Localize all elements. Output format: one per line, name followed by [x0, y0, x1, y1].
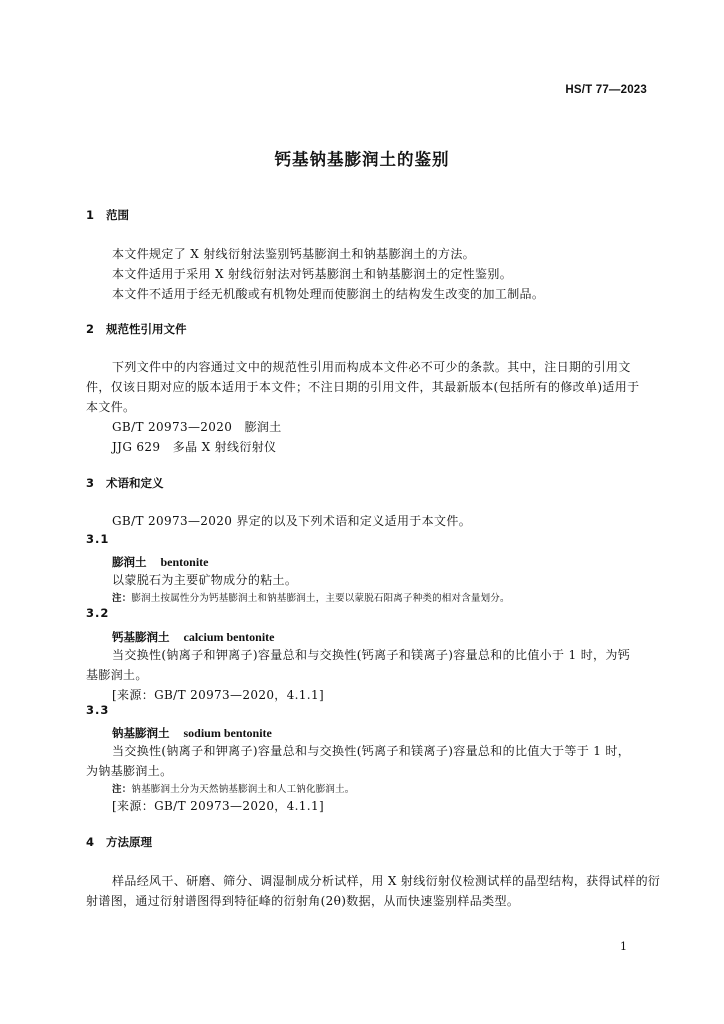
term-heading-3-3 [112, 722, 272, 741]
section-number: 4 [86, 835, 95, 849]
term-definition-3-2-line-1: 当交换性(钠离子和钾离子)容量总和与交换性(钙离子和镁离子)容量总和的比值小于 1 时，为钙 [112, 648, 631, 662]
terms-intro: GB/T 20973—2020 界定的以及下列术语和定义适用于本文件。 [112, 514, 472, 528]
reference-item-1: GB/T 20973—2020 膨润土 [112, 420, 282, 434]
term-chinese: 钠基膨润土 [112, 726, 170, 740]
term-note-3-3 [112, 781, 355, 795]
term-definition-3-3-line-1: 当交换性(钠离子和钾离子)容量总和与交换性(钙离子和镁离子)容量总和的比值大于等于 1 时， [112, 744, 631, 758]
section-number: 2 [86, 322, 95, 336]
term-source-3-3: [来源：GB/T 20973—2020，4.1.1] [112, 799, 324, 813]
term-definition-3-1: 以蒙脱石为主要矿物成分的粘土。 [112, 573, 298, 587]
term-chinese: 膨润土 [112, 555, 147, 569]
note-label: 注： [112, 784, 132, 795]
term-note-3-1 [112, 590, 510, 604]
term-english: sodium bentonite [183, 726, 272, 740]
section-title: 范围 [106, 208, 129, 222]
term-heading-3-2 [112, 626, 275, 645]
scope-paragraph-1: 本文件规定了 X 射线衍射法鉴别钙基膨润土和钠基膨润土的方法。 [112, 247, 476, 261]
term-chinese: 钙基膨润土 [112, 630, 170, 644]
section-number: 1 [86, 208, 95, 222]
term-heading-3-1 [112, 551, 209, 570]
term-english: bentonite [160, 555, 209, 569]
term-number-3-1: 3.1 [86, 532, 110, 546]
document-title: 钙基钠基膨润土的鉴别 [274, 150, 450, 169]
reference-item-2: JJG 629 多晶 X 射线衍射仪 [112, 440, 277, 454]
scope-paragraph-3: 本文件不适用于经无机酸或有机物处理而使膨润土的结构发生改变的加工制品。 [112, 287, 545, 301]
term-number-3-3: 3.3 [86, 703, 110, 717]
references-paragraph-line-2: 件，仅该日期对应的版本适用于本文件；不注日期的引用文件，其最新版本(包括所有的修改单)适用于 [86, 380, 640, 394]
note-text: 膨润土按属性分为钙基膨润土和钠基膨润土，主要以蒙脱石阳离子种类的相对含量划分。 [131, 593, 510, 604]
term-english: calcium bentonite [183, 630, 275, 644]
scope-paragraph-2: 本文件适用于采用 X 射线衍射法对钙基膨润土和钠基膨润土的定性鉴别。 [112, 267, 513, 281]
standard-code: HS/T 77—2023 [565, 84, 647, 96]
term-source-3-2: [来源：GB/T 20973—2020，4.1.1] [112, 688, 324, 702]
section-title: 方法原理 [106, 835, 152, 849]
section-title: 术语和定义 [106, 476, 164, 490]
note-text: 钠基膨润土分为天然钠基膨润土和人工钠化膨润土。 [131, 784, 355, 795]
principle-paragraph-line-1: 样品经风干、研磨、筛分、调湿制成分析试样，用 X 射线衍射仪检测试样的晶型结构，获得试样的衍 [112, 874, 661, 888]
page-number: 1 [620, 940, 627, 953]
principle-paragraph-line-2: 射谱图，通过衍射谱图得到特征峰的衍射角(2θ)数据，从而快速鉴别样品类型。 [86, 894, 520, 908]
term-definition-3-2-line-2: 基膨润土。 [86, 668, 148, 682]
section-4-heading [86, 834, 152, 850]
note-label: 注： [112, 593, 132, 604]
term-number-3-2: 3.2 [86, 606, 110, 620]
term-definition-3-3-line-2: 为钠基膨润土。 [86, 764, 173, 778]
section-number: 3 [86, 476, 95, 490]
references-paragraph-line-1: 下列文件中的内容通过文中的规范性引用而构成本文件必不可少的条款。其中，注日期的引用文 [112, 360, 631, 374]
references-paragraph-line-3: 本文件。 [86, 400, 136, 414]
section-1-heading [86, 207, 129, 223]
section-2-heading [86, 321, 187, 337]
section-3-heading [86, 475, 164, 491]
section-title: 规范性引用文件 [106, 322, 187, 336]
